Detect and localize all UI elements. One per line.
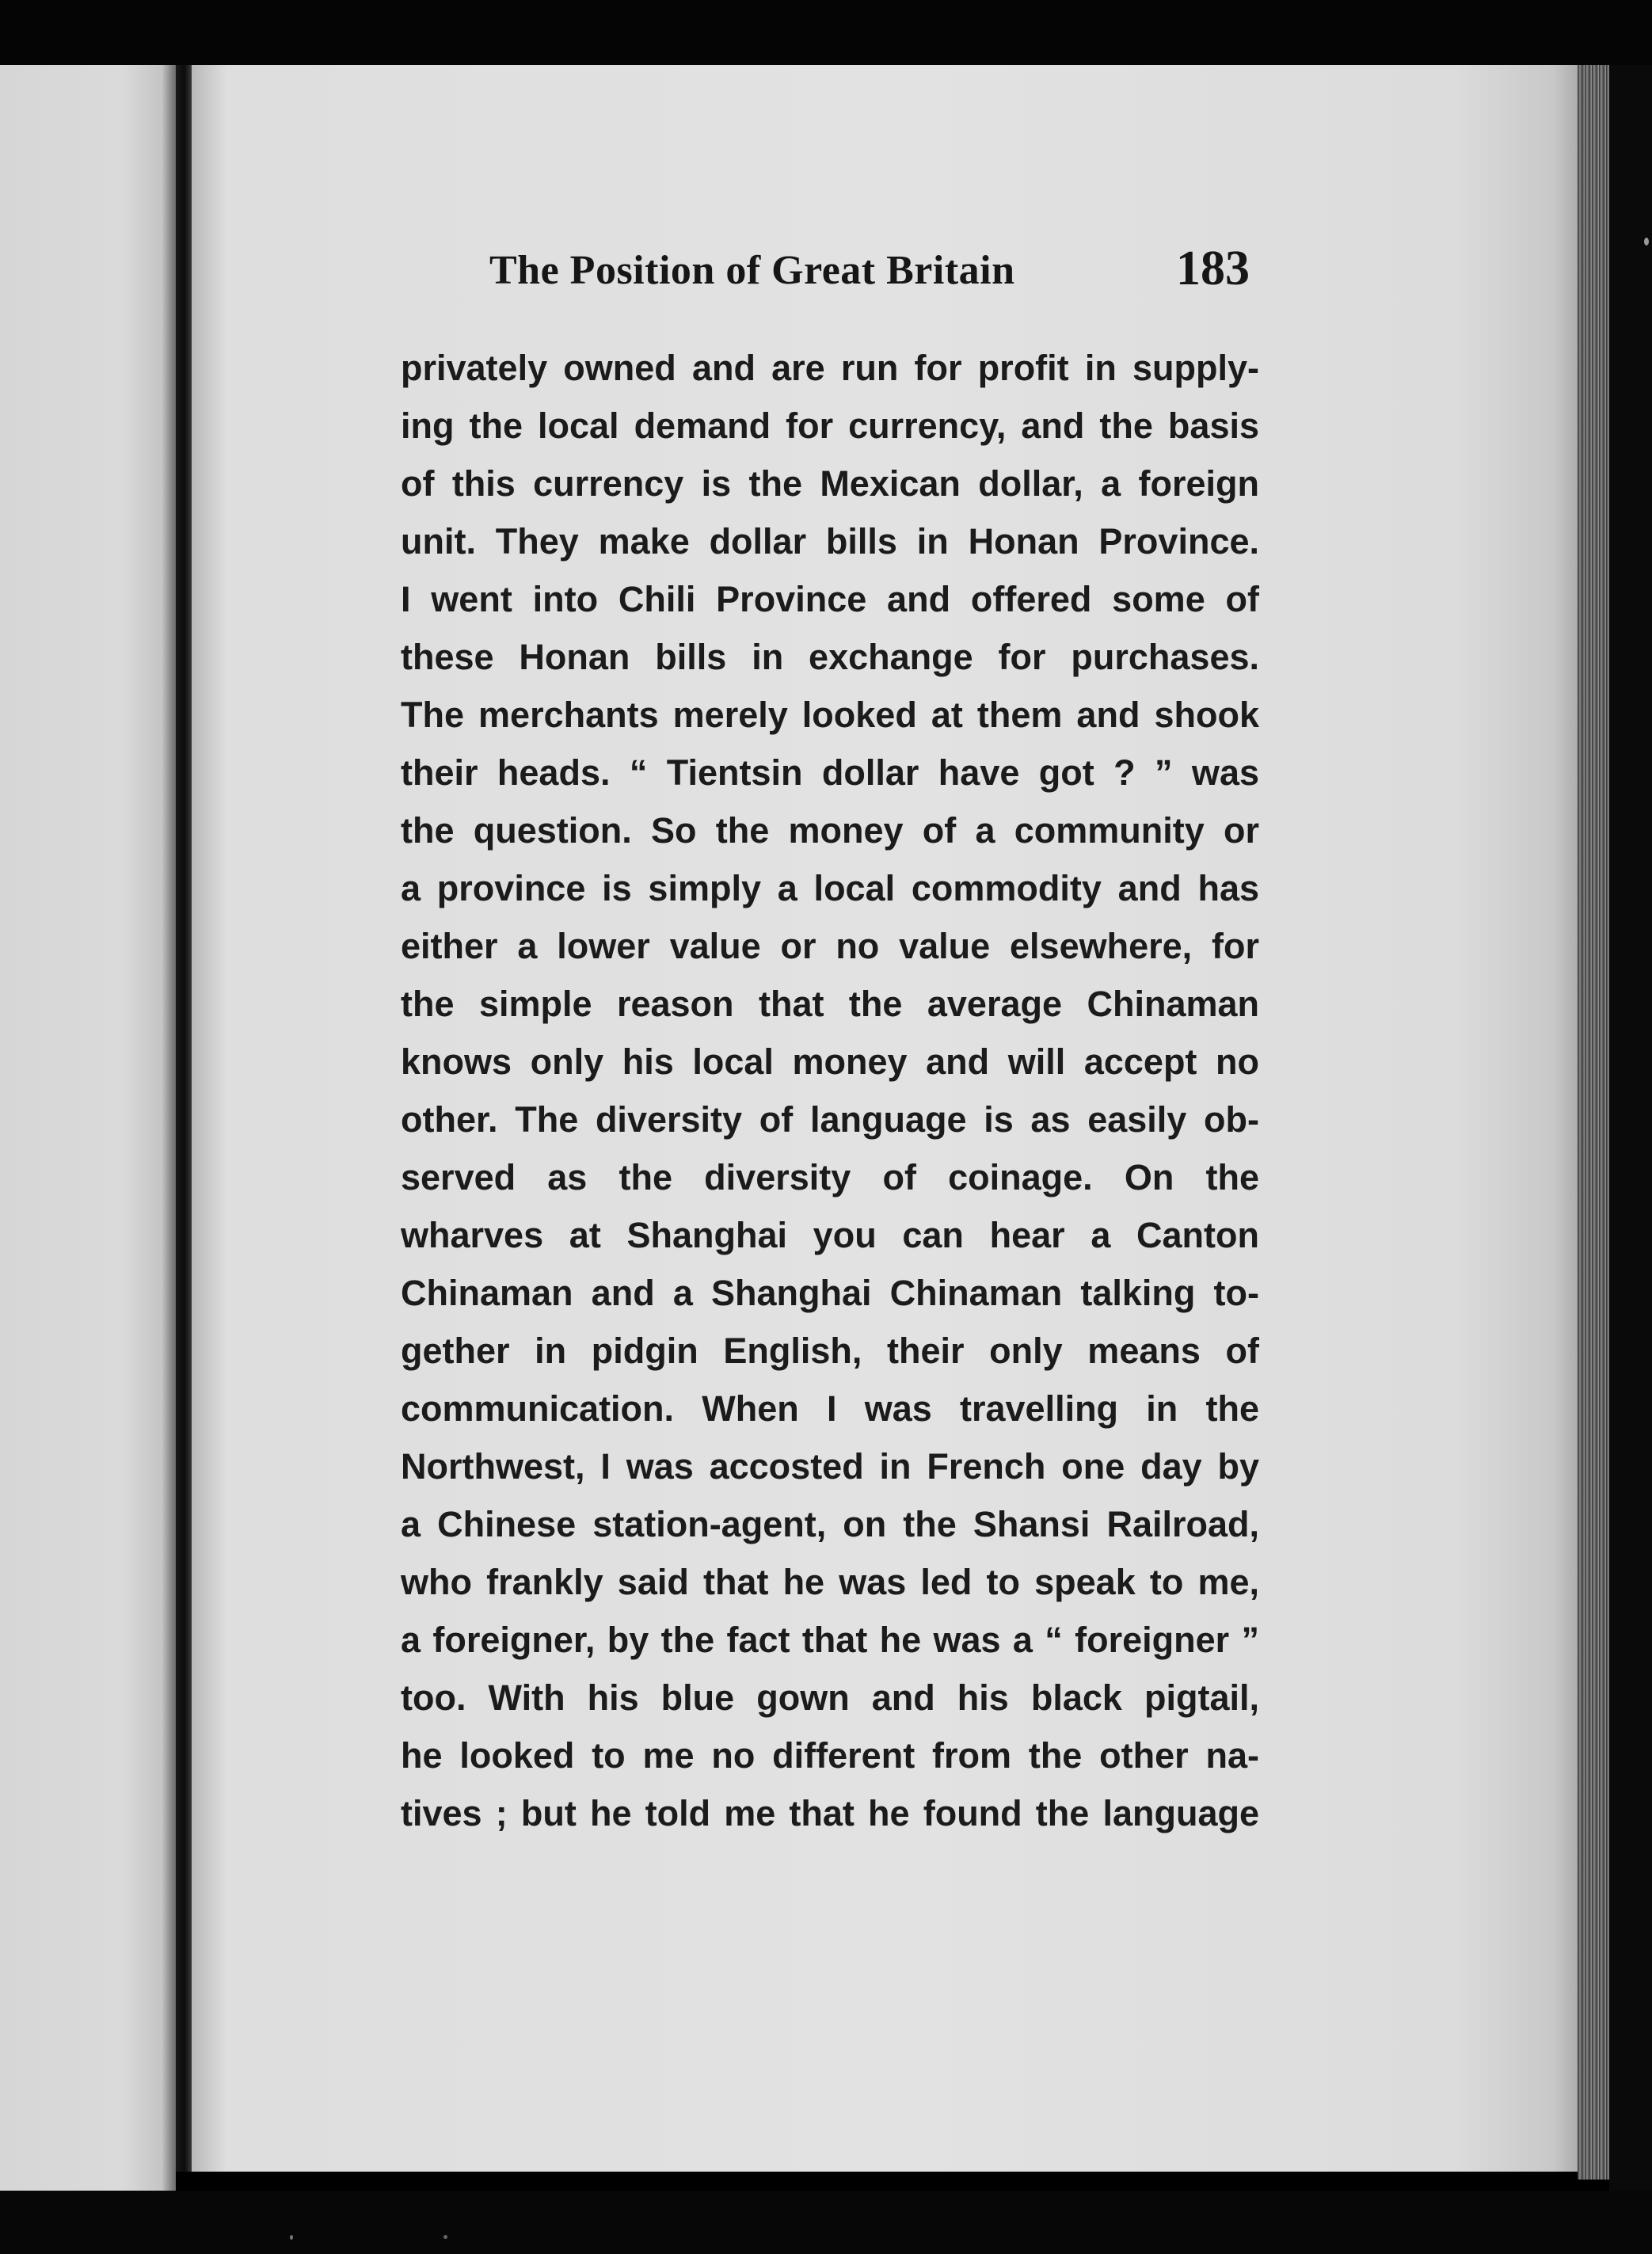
text-line: communication. When I was travelling in the (401, 1388, 1259, 1429)
text-line: ing the local demand for currency, and the basis (401, 405, 1259, 446)
text-line: wharves at Shanghai you can hear a Canton (401, 1215, 1259, 1255)
scan-right-border (1609, 65, 1652, 2191)
text-line: he looked to me no different from the other na- (401, 1735, 1259, 1776)
body-text (401, 339, 1259, 1842)
text-line: these Honan bills in exchange for purchases. (401, 637, 1259, 677)
text-line: a Chinese station-agent, on the Shansi Railroad, (401, 1504, 1259, 1544)
text-line: a province is simply a local commodity and has (401, 868, 1259, 908)
facing-page-edge (0, 65, 176, 2191)
page-stack-edge (1578, 65, 1609, 2180)
text-line: served as the diversity of coinage. On the (401, 1157, 1259, 1197)
text-line: tives ; but he told me that he found the language (401, 1793, 1259, 1833)
scan-top-border (0, 0, 1652, 65)
scan-bottom-border (0, 2191, 1652, 2254)
text-line: the question. So the money of a community or (401, 810, 1259, 851)
book-gutter (176, 65, 192, 2172)
scan-speck (443, 2235, 447, 2239)
text-line: the simple reason that the average Chinaman (401, 984, 1259, 1024)
text-line: too. With his blue gown and his black pigtail, (401, 1677, 1259, 1718)
text-line: either a lower value or no value elsewhere, for (401, 926, 1259, 966)
text-line: The merchants merely looked at them and shook (401, 695, 1259, 735)
running-head (489, 238, 1250, 309)
text-line: who frankly said that he was led to speak to me, (401, 1562, 1259, 1602)
text-line: knows only his local money and will accept no (401, 1041, 1259, 1082)
text-line: privately owned and are run for profit in supply- (401, 348, 1259, 388)
running-head-title: The Position of Great Britain (489, 248, 1015, 293)
text-line: Chinaman and a Shanghai Chinaman talking to- (401, 1273, 1259, 1313)
text-line: of this currency is the Mexican dollar, a foreign (401, 463, 1259, 504)
text-line: I went into Chili Province and offered some of (401, 579, 1259, 619)
page-number: 183 (1176, 242, 1250, 295)
text-line: unit. They make dollar bills in Honan Province. (401, 521, 1259, 562)
text-line: Northwest, I was accosted in French one day by (401, 1446, 1259, 1487)
scan-speck (1644, 238, 1649, 246)
text-line: their heads. “ Tientsin dollar have got ? ” was (401, 752, 1259, 793)
text-line: other. The diversity of language is as easily ob- (401, 1099, 1259, 1140)
scan-speck (290, 2235, 293, 2240)
text-line: gether in pidgin English, their only means of (401, 1331, 1259, 1371)
text-line: a foreigner, by the fact that he was a “ foreigner ” (401, 1620, 1259, 1660)
